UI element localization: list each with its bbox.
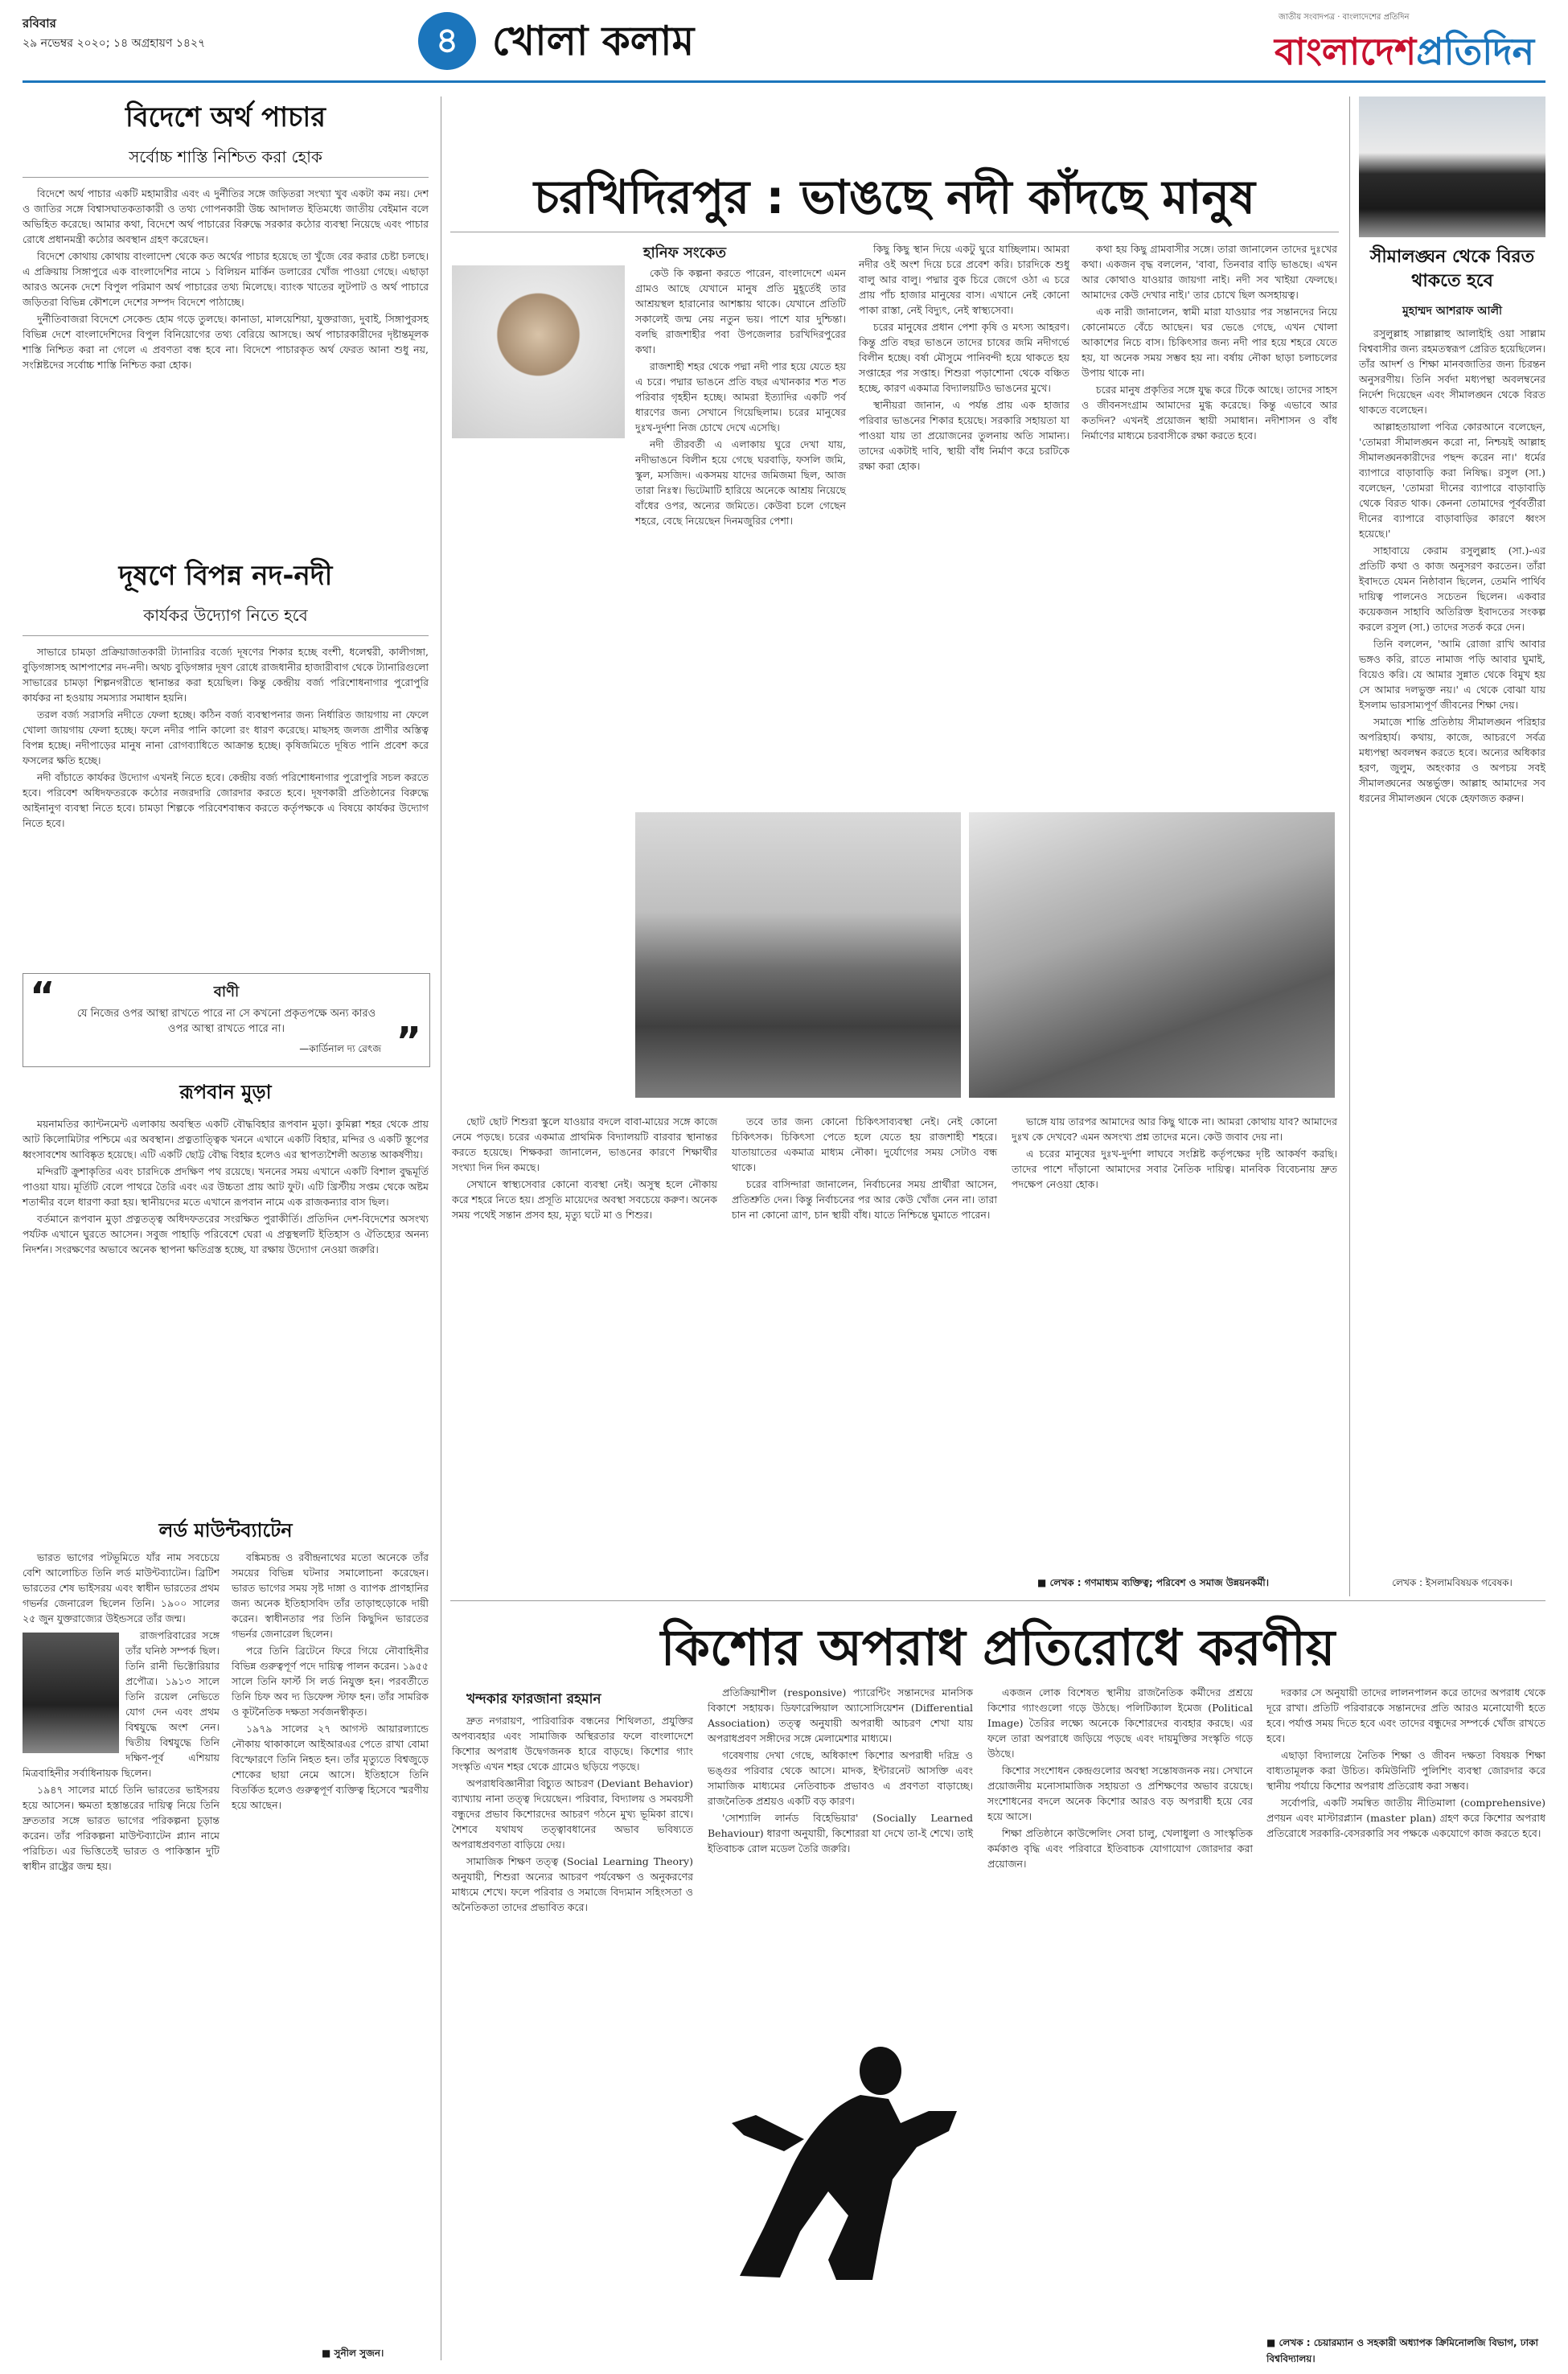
section-title: খোলা কলাম	[492, 18, 695, 64]
islam-paragraph: তিনি বললেন, 'আমি রোজা রাখি আবার ভঙ্গও করি, রাতে নামাজ পড়ি আবার ঘুমাই, বিয়েও করি। যে আমার সুন্নাত থেকে বিমুখ হয় সে আমার দলভুক্ত নয়।' এ থেকে বোঝা যায় ইসলাম ভারসাম্যপূর্ণ জীবনের শিক্ষা দেয়।	[1359, 638, 1545, 711]
main-paragraph: তবে তার জন্য কোনো চিকিৎসাব্যবস্থা নেই। নেই কোনো চিকিৎসক। চিকিৎসা পেতে হলে যেতে হয় রাজশাহী শহরে। যাতায়াতের একমাত্র মাধ্যম নৌকা। দুর্যোগের সময় সেটাও বন্ধ থাকে।	[732, 1115, 997, 1173]
header-rule	[23, 80, 1545, 83]
juvenile-paragraph: প্রতিক্রিয়াশীল (responsive) প্যারেন্টিং সন্তানদের মানসিক বিকাশে সহায়ক। ডিফারেন্সিয়াল অ্যাসোসিয়েশন (Differential Association) তত্ত্ব অনুযায়ী অপরাধী আচরণ শেখা যায় অপরাধপ্রবণ সঙ্গীদের সঙ্গে মেলামেশার মাধ্যমে।	[708, 1686, 973, 1744]
silhouette-graphic	[708, 2019, 973, 2284]
islam-body	[1359, 326, 1545, 807]
rupban-article	[23, 1078, 429, 1259]
editorial-1-paragraph: বিদেশে অর্থ পাচার একটি মহামারীর এবং এ দুর্নীতির সঙ্গে জড়িতরা সংখ্যা খুব একটা কম নয়। দেশ ও জাতির সঙ্গে বিশ্বাসঘাতকতাকারী ও তথ্য গোপনকারী উচ্চ আদালত ইতিমধ্যে জাতীয় বেইমান বলে অভিহিত করেছে। আমার কথা, বিদেশে অর্থ পাচারের বিরুদ্ধে সরকার কঠোর ব্যবস্থা নিয়েছে এবং পাচার রোধে প্রধানমন্ত্রী কঠোর অবস্থান গ্রহণ করেছেন।	[23, 187, 429, 245]
juvenile-paragraph: গবেষণায় দেখা গেছে, অধিকাংশ কিশোর অপরাধী দরিদ্র ও ভঙ্গুর পরিবার থেকে আসে। মাদক, ইন্টারনেট আসক্তি এবং সামাজিক মাধ্যমের নেতিবাচক প্রভাবও এ প্রবণতা বাড়াচ্ছে। রাজনৈতিক প্রশ্রয়ও একটি বড় কারণ।	[708, 1749, 973, 1807]
main-bottom-column-2	[732, 1114, 997, 1224]
header-day: রবিবার	[23, 16, 56, 31]
juvenile-paragraph: কিশোর সংশোধন কেন্দ্রগুলোর অবস্থা সন্তোষজনক নয়। সেখানে প্রয়োজনীয় মনোসামাজিক সহায়তা ও প্রশিক্ষণের অভাব রয়েছে। সংশোধনের বদলে অনেক কিশোর আরও বড় অপরাধী হয়ে বের হয়ে আসে।	[987, 1764, 1253, 1822]
rupban-paragraph: মন্দিরটি ক্রুশাকৃতির এবং চারদিকে প্রদক্ষিণ পথ রয়েছে। খননের সময় এখানে একটি বিশাল বুদ্ধমূর্তি পাওয়া যায়। মূর্তিটি বেলে পাথরে তৈরি এবং এর উচ্চতা প্রায় আট ফুট। এটি খ্রিস্টীয় সপ্তম থেকে অষ্টম শতাব্দীর বলে ধারণা করা হয়। স্থানীয়দের মতে এখানে রূপবান নামে এক রাজকন্যার বাস ছিল।	[23, 1165, 429, 1208]
mountbatten-paragraph: পরে তিনি ব্রিটেনে ফিরে গিয়ে নৌবাহিনীর বিভিন্ন গুরুত্বপূর্ণ পদে দায়িত্ব পালন করেন। ১৯৫৫ সালে তিনি ফার্স্ট সি লর্ড নিযুক্ত হন। পরবর্তীতে তিনি চিফ অব দ্য ডিফেন্স স্টাফ হন। তাঁর সামরিক ও কূটনৈতিক দক্ষতা সর্বজনস্বীকৃত।	[232, 1645, 429, 1718]
juvenile-byline: খন্দকার ফারজানা রহমান	[466, 1691, 601, 1707]
juvenile-column-1	[452, 1713, 693, 1916]
page-number: ৪	[435, 20, 459, 61]
editorial-1-body	[23, 186, 429, 372]
main-paragraph: কিছু কিছু স্থান দিয়ে একটু ঘুরে যাচ্ছিলাম। আমরা নদীর ওই অংশ দিয়ে চরে প্রবেশ করি। চারদিকে শুধু বালু আর বালু। পদ্মার বুক চিরে জেগে ওঠা এ চরে প্রায় পাঁচ হাজার মানুষের বাস। এখানে নেই কোনো পাকা রাস্তা, নেই বিদ্যুৎ, নেই স্বাস্থ্যসেবা।	[859, 243, 1069, 316]
main-column-2	[859, 241, 1069, 475]
editorial-1-subtitle: সর্বোচ্চ শাস্তি নিশ্চিত করা হোক	[23, 146, 429, 178]
islam-title: সীমালঙ্ঘন থেকে বিরত থাকতে হবে	[1369, 247, 1535, 291]
quote-heading: বাণী	[213, 984, 240, 1000]
main-paragraph: চরের বাসিন্দারা জানালেন, নির্বাচনের সময় প্রার্থীরা আসেন, প্রতিশ্রুতি দেন। কিন্তু নির্বাচনের পর আর কেউ খোঁজ নেন না। তারা চান না কোনো ত্রাণ, চান স্থায়ী বাঁধ। যাতে নিশ্চিন্তে ঘুমাতে পারেন।	[732, 1178, 997, 1221]
main-bottom-column-1	[452, 1114, 717, 1224]
main-paragraph: ছোট ছোট শিশুরা স্কুলে যাওয়ার বদলে বাবা-মায়ের সঙ্গে কাজে নেমে পড়ছে। চরের একমাত্র প্রাথমিক বিদ্যালয়টি বারবার স্থানান্তর করতে হয়েছে। শিক্ষকরা জানালেন, ভাঙনের কারণে শিক্ষার্থীর সংখ্যা দিন দিন কমছে।	[452, 1115, 717, 1173]
main-paragraph: ভাঙ্গে যায় তারপর আমাদের আর কিছু থাকে না। আমরা কোথায় যাব? আমাদের দুঃখ কে দেখবে? এমন অসংখ্য প্রশ্ন তাদের মনে। কেউ জবাব দেয় না।	[1012, 1115, 1337, 1143]
quote-open-icon: “	[30, 974, 55, 1019]
main-paragraph: এক নারী জানালেন, স্বামী মারা যাওয়ার পর সন্তানদের নিয়ে কোনোমতে বেঁচে আছেন। ঘর ভেঙে গেছে, এখন খোলা আকাশের নিচে বাস। চিকিৎসার জন্য নদী পার হয়ে শহরে যেতে হয়, যা অনেক সময় সম্ভব হয় না। বর্ষায় নৌকা ছাড়া চলাচলের উপায় থাকে না।	[1082, 306, 1337, 379]
main-column-1	[635, 265, 846, 530]
mountbatten-col-1	[23, 1550, 220, 1875]
header-date: ২৯ নভেম্বর ২০২০; ১৪ অগ্রহায়ণ ১৪২৭	[23, 37, 206, 50]
islam-author: মুহাম্মদ আশরাফ আলী	[1402, 305, 1503, 318]
islam-author-note: লেখক : ইসলামবিষয়ক গবেষক।	[1392, 1577, 1513, 1588]
logo-accent: প্রতিদিন	[1416, 30, 1535, 73]
logo-tagline: জাতীয় সংবাদপত্র · বাংলাদেশের প্রতিদিন	[1279, 13, 1410, 22]
mountbatten-portrait	[23, 1633, 119, 1753]
main-paragraph: চরের মানুষ প্রকৃতির সঙ্গে যুদ্ধ করে টিকে আছে। তাদের সাহস ও জীবনসংগ্রাম আমাদের মুগ্ধ করেছে। কিন্তু এভাবে আর কতদিন? এখনই প্রয়োজন স্থায়ী সমাধান। নদীশাসন ও বাঁধ নির্মাণের মাধ্যমে চরবাসীকে রক্ষা করতে হবে।	[1082, 384, 1337, 442]
editorial-1-title: বিদেশে অর্থ পাচার	[125, 101, 326, 133]
main-byline: হানিফ সংকেত	[643, 244, 726, 261]
logo-main: বাংলাদেশ	[1275, 30, 1417, 73]
editorial-1-paragraph: দুর্নীতিবাজরা বিদেশে সেকেন্ড হোম গড়ে তুলছে। কানাডা, মালয়েশিয়া, যুক্তরাজ্য, দুবাই, সিঙ্গাপুরসহ বিভিন্ন দেশে বাংলাদেশিদের বিপুল বিনিয়োগের তথ্য বেরিয়ে আসছে। অর্থ পাচারকারীদের দৃষ্টান্তমূলক শাস্তি নিশ্চিত করা না গেলে এ প্রবণতা বন্ধ হবে না। বিদেশে পাচারকৃত অর্থ ফেরত আনা শুধু নয়, সংশ্লিষ্টদের সর্বোচ্চ শাস্তি নিশ্চিত করা হোক।	[23, 313, 429, 371]
mountbatten-credit: ■ সুনীল সুজন।	[322, 2347, 384, 2359]
juvenile-column-4	[1266, 1685, 1545, 1842]
bottom-section-divider	[450, 1600, 1545, 1601]
juvenile-paragraph: শিক্ষা প্রতিষ্ঠানে কাউন্সেলিং সেবা চালু, খেলাধুলা ও সাংস্কৃতিক কর্মকাণ্ড বৃদ্ধি এবং পরিবারে ইতিবাচক যোগাযোগ জোরদার করা প্রয়োজন।	[987, 1827, 1253, 1870]
riverbank-erosion-photo	[635, 812, 961, 1098]
rupban-paragraph: বর্তমানে রূপবান মুড়া প্রত্নতত্ত্ব অধিদফতরের সংরক্ষিত পুরাকীর্তি। প্রতিদিন দেশ-বিদেশের অসংখ্য পর্যটক এখানে ঘুরতে আসেন। সবুজ পাহাড়ি পরিবেশে ঘেরা এ প্রত্নস্থলটি ইতিহাস ও ঐতিহ্যের অনন্য নিদর্শন। সংরক্ষণের অভাবে অনেক স্থাপনা ক্ষতিগ্রস্ত হচ্ছে, যা রক্ষায় উদ্যোগ নেওয়া জরুরি।	[23, 1213, 429, 1255]
rupban-paragraph: ময়নামতির ক্যান্টনমেন্ট এলাকায় অবস্থিত একটি বৌদ্ধবিহার রূপবান মুড়া। কুমিল্লা শহর থেকে প্রায় আট কিলোমিটার পশ্চিমে এর অবস্থান। প্রত্নতাত্ত্বিক খননে এখানে একটি বিহার, মন্দির ও একটি স্তূপের ধ্বংসাবশেষ আবিষ্কৃত হয়েছে। এটি একটি ছোট্ট বৌদ্ধ বিহার হলেও এর স্থাপত্যশৈলী অত্যন্ত আকর্ষণীয়।	[23, 1118, 429, 1160]
editorial-2-paragraph: তরল বর্জ্য সরাসরি নদীতে ফেলা হচ্ছে। কঠিন বর্জ্য ব্যবস্থাপনার জন্য নির্ধারিত জায়গায় না ফেলে খোলা জায়গায় ফেলা হচ্ছে। ফলে নদীর পানি কালো রং ধারণ করেছে। মাছসহ জলজ প্রাণীর অস্তিত্ব বিপন্ন হচ্ছে। নদীপাড়ের মানুষ নানা রোগব্যাধিতে আক্রান্ত হচ্ছে। কৃষিজমিতে দূষিত পানি প্রবেশ করে ফসলের ক্ষতি হচ্ছে।	[23, 709, 429, 766]
editorial-2-paragraph: নদী বাঁচাতে কার্যকর উদ্যোগ এখনই নিতে হবে। কেন্দ্রীয় বর্জ্য পরিশোধনাগার পুরোপুরি সচল করতে হবে। পরিবেশ অধিদফতরকে কঠোর নজরদারি জোরদার করতে হবে। দূষণকারী প্রতিষ্ঠানের বিরুদ্ধে আইনানুগ ব্যবস্থা নিতে হবে। চামড়া শিল্পকে পরিবেশবান্ধব করতে কর্তৃপক্ষকে এ বিষয়ে কার্যকর উদ্যোগ নিতে হবে।	[23, 771, 429, 829]
mountbatten-paragraph: বঙ্কিমচন্দ্র ও রবীন্দ্রনাথের মতো অনেকে তাঁর সময়ের বিভিন্ন ঘটনার সমালোচনা করেছেন। ভারত ভাগের সময় সৃষ্ট দাঙ্গা ও ব্যাপক প্রাণহানির জন্য অনেক ইতিহাসবিদ তাঁর তাড়াহুড়োকে দায়ী করেন। স্বাধীনতার পর তিনি কিছুদিন ভারতের গভর্নর জেনারেল ছিলেন।	[232, 1551, 429, 1640]
islam-paragraph: সমাজে শান্তি প্রতিষ্ঠায় সীমালঙ্ঘন পরিহার অপরিহার্য। কথায়, কাজে, আচরণে সর্বত্র মধ্যপন্থা অবলম্বন করতে হবে। অন্যের অধিকার হরণ, জুলুম, অহংকার ও অপচয় সবই সীমালঙ্ঘনের অন্তর্ভুক্ত। আল্লাহ আমাদের সব ধরনের সীমালঙ্ঘন থেকে হেফাজত করুন।	[1359, 716, 1545, 804]
author-portrait	[452, 265, 625, 438]
villagers-photo	[969, 812, 1335, 1098]
main-paragraph: স্থানীয়রা জানান, এ পর্যন্ত প্রায় এক হাজার পরিবার ভাঙনের শিকার হয়েছে। সরকারি সহায়তা যা পাওয়া যায় তা প্রয়োজনের তুলনায় অতি সামান্য। তাদের একটাই দাবি, স্থায়ী বাঁধ নির্মাণ করে চরটিকে রক্ষা করা হোক।	[859, 399, 1069, 472]
juvenile-paragraph: 'সোশ্যালি লার্নড বিহেভিয়ার' (Socially Learned Behaviour) ধারণা অনুযায়ী, কিশোররা যা দেখে তা-ই শেখে। তাই ইতিবাচক রোল মডেল তৈরি জরুরি।	[708, 1812, 973, 1854]
juvenile-column-3	[987, 1685, 1253, 1873]
juvenile-author-note: ■ লেখক : চেয়ারম্যান ও সহকারী অধ্যাপক ক্রিমিনোলজি বিভাগ, ঢাকা বিশ্ববিদ্যালয়।	[1266, 2337, 1538, 2364]
juvenile-paragraph: দরকার সে অনুযায়ী তাদের লালনপালন করে তাদের অপরাধ থেকে দূরে রাখা। প্রতিটি পরিবারকে সন্তানদের প্রতি আরও মনোযোগী হতে হবে। পর্যাপ্ত সময় দিতে হবে এবং তাদের বন্ধুদের সম্পর্কে খোঁজ রাখতে হবে।	[1266, 1686, 1545, 1744]
juvenile-paragraph: একজন লোক বিশেষত স্থানীয় রাজনৈতিক কর্মীদের প্রশ্রয়ে কিশোর গ্যাংগুলো গড়ে উঠছে। পলিটিক্যাল ইমেজ (Political Image) তৈরির লক্ষ্যে অনেকে কিশোরদের ব্যবহার করছে। এর ফলে তারা অপরাধে জড়িয়ে পড়ছে এবং দায়মুক্তির সংস্কৃতি গড়ে উঠছে।	[987, 1686, 1253, 1760]
main-headline: চরখিদিরপুর : ভাঙছে নদী কাঁদছে মানুষ	[450, 169, 1339, 232]
silhouette-illustration	[708, 2019, 973, 2284]
main-paragraph: কেউ কি কল্পনা করতে পারেন, বাংলাদেশে এমন গ্রামও আছে যেখানে মানুষ প্রতি মুহূর্তেই তার আশ্রয়স্থল হারানোর আশঙ্কায় থাকে। যেখানে প্রতিটি সকালেই জন্ম নেয় নতুন ভয়। পাশে যার দুশ্চিন্তা। বলছি রাজশাহীর পবা উপজেলার চরখিদিরপুরের কথা।	[635, 267, 846, 355]
islam-paragraph: রসুলুল্লাহ সাল্লাল্লাহু আলাইহি ওয়া সাল্লাম বিশ্ববাসীর জন্য রহমতস্বরূপ প্রেরিত হয়েছিলেন। তাঁর আদর্শ ও শিক্ষা মানবজাতির জন্য চিরন্তন অনুসরণীয়। তিনি সর্বদা মধ্যপন্থা অবলম্বনের নির্দেশ দিয়েছেন এবং সীমালঙ্ঘন থেকে বিরত থাকতে বলেছেন।	[1359, 327, 1545, 416]
main-bottom-column-3	[1012, 1114, 1337, 1193]
juvenile-paragraph: এছাড়া বিদ্যালয়ে নৈতিক শিক্ষা ও জীবন দক্ষতা বিষয়ক শিক্ষা বাধ্যতামূলক করা উচিত। কমিউনিটি পুলিশিং ব্যবস্থা জোরদার করে স্থানীয় পর্যায়ে কিশোর অপরাধ প্রতিরোধ করা সম্ভব।	[1266, 1749, 1545, 1792]
juvenile-paragraph: সর্বোপরি, একটি সমন্বিত জাতীয় নীতিমালা (comprehensive) প্রণয়ন এবং মাস্টারপ্ল্যান (master plan) গ্রহণ করে কিশোর অপরাধ প্রতিরোধে সরকারি-বেসরকারি সব পক্ষকে একযোগে কাজ করতে হবে।	[1266, 1797, 1545, 1839]
juvenile-headline: কিশোর অপরাধ প্রতিরোধে করণীয়	[660, 1618, 1336, 1677]
juvenile-column-2	[708, 1685, 973, 1858]
editorial-2-body	[23, 644, 429, 831]
quote-box	[23, 973, 430, 1067]
main-paragraph: এ চরের মানুষের দুঃখ-দুর্দশা লাঘবে সংশ্লিষ্ট কর্তৃপক্ষের দৃষ্টি আকর্ষণ করছি। তাদের পাশে দাঁড়ানো আমাদের সবার নৈতিক দায়িত্ব। মানবিক বিবেচনায় দ্রুত পদক্ষেপ নেওয়া হোক।	[1012, 1148, 1337, 1190]
main-paragraph: নদী তীরবর্তী এ এলাকায় ঘুরে দেখা যায়, নদীভাঙনে বিলীন হয়ে গেছে ঘরবাড়ি, ফসলি জমি, স্কুল, মসজিদ। একসময় যাদের জমিজমা ছিল, আজ তারা নিঃস্ব। ভিটেমাটি হারিয়ে অনেকে আশ্রয় নিয়েছে বাঁধের ওপর, অন্যের জমিতে। কেউবা চলে গেছেন শহরে, বেছে নিয়েছেন দিনমজুরির পেশা।	[635, 438, 846, 527]
rupban-body	[23, 1116, 429, 1257]
main-column-3	[1082, 241, 1337, 445]
islam-paragraph: আল্লাহতায়ালা পবিত্র কোরআনে বলেছেন, 'তোমরা সীমালঙ্ঘন করো না, নিশ্চয়ই আল্লাহ সীমালঙ্ঘনকারীদের পছন্দ করেন না।' ধর্মের ব্যাপারে বাড়াবাড়ি করা নিষিদ্ধ। রসুল (সা.) বলেছেন, 'তোমরা দীনের ব্যাপারে বাড়াবাড়ি থেকে বিরত থাক। কেননা তোমাদের পূর্ববর্তীরা দীনের ব্যাপারে বাড়াবাড়ির কারণে ধ্বংস হয়েছে।'	[1359, 421, 1545, 540]
editorial-2	[23, 555, 429, 832]
editorial-1-paragraph: বিদেশে কোথায় কোথায় বাংলাদেশ থেকে কত অর্থের পাচার হয়েছে তা খুঁজে বের করার চেষ্টা চলছে। এ প্রক্রিয়ায় সিঙ্গাপুরে এক বাংলাদেশির নামে ১ বিলিয়ন মার্কিন ডলারের খোঁজ পাওয়া গেছে। এছাড়া আরও অনেক দেশে বিপুল পরিমাণ অর্থ পাচারের তথ্য মিলেছে। ব্যাংক খাতের লুটপাট ও অর্থ পাচারে জড়িতরা বিভিন্ন কৌশলে দেশের সম্পদ বিদেশে পাঠাচ্ছে।	[23, 250, 429, 308]
kaaba-photo	[1359, 97, 1545, 237]
mountbatten-paragraph: রাজপরিবারের সঙ্গে তাঁর ঘনিষ্ঠ সম্পর্ক ছিল। তিনি রানী ভিক্টোরিয়ার প্রপৌত্র। ১৯১৩ সালে তিনি রয়েল নেভিতে যোগ দেন এবং প্রথম বিশ্বযুদ্ধে অংশ নেন। দ্বিতীয় বিশ্বযুদ্ধে তিনি দক্ষিণ-পূর্ব এশিয়ায় মিত্রবাহিনীর সর্বাধিনায়ক ছিলেন।	[23, 1629, 220, 1779]
main-paragraph: চরের মানুষের প্রধান পেশা কৃষি ও মৎস্য আহরণ। কিন্তু প্রতি বছর ভাঙনে তাদের চাষের জমি নদীগর্ভে বিলীন হচ্ছে। বর্ষা মৌসুমে পানিবন্দী হয়ে থাকতে হয় সপ্তাহের পর সপ্তাহ। শিশুরা পড়াশোনা থেকে বঞ্চিত হচ্ছে, কারণ একমাত্র বিদ্যালয়টিও ভাঙনের মুখে।	[859, 321, 1069, 394]
main-paragraph: কথা হয় কিছু গ্রামবাসীর সঙ্গে। তারা জানালেন তাদের দুঃখের কথা। একজন বৃদ্ধ বললেন, 'বাবা, তিনবার বাড়ি ভাঙছে। এখন আর কোথাও যাওয়ার জায়গা নাই। নদী সব খাইয়া ফেলছে। আমাদের কেউ দেখার নাই।' তার চোখে ছিল অসহায়ত্ব।	[1082, 243, 1337, 301]
quote-text: যে নিজের ওপর আস্থা রাখতে পারে না সে কখনো প্রকৃতপক্ষে অন্য কারও ওপর আস্থা রাখতে পারে না।	[76, 1008, 376, 1035]
islam-paragraph: সাহাবায়ে কেরাম রসুলুল্লাহ (সা.)-এর প্রতিটি কথা ও কাজ অনুসরণ করতেন। তাঁরা ইবাদতে যেমন নিষ্ঠাবান ছিলেন, তেমনি পার্থিব দায়িত্ব পালনেও সচেতন ছিলেন। একবার কয়েকজন সাহাবি অতিরিক্ত ইবাদতের সংকল্প করলে রসুল (সা.) তাদের সতর্ক করে দেন।	[1359, 544, 1545, 633]
main-paragraph: সেখানে স্বাস্থ্যসেবার কোনো ব্যবস্থা নেই। অসুস্থ হলে নৌকায় করে শহরে নিতে হয়। প্রসূতি মায়েদের অবস্থা সবচেয়ে করুণ। অনেক সময় পথেই সন্তান প্রসব হয়, মৃত্যু ঘটে মা ও শিশুর।	[452, 1178, 717, 1221]
rupban-title: রূপবান মুড়া	[179, 1081, 272, 1103]
editorial-2-title: দূষণে বিপন্ন নদ-নদী	[118, 560, 333, 592]
mountbatten-paragraph: ১৯৭৯ সালের ২৭ আগস্ট আয়ারল্যান্ডে নৌকায় থাকাকালে আইআরএর পেতে রাখা বোমা বিস্ফোরণে তিনি নিহত হন। তাঁর মৃত্যুতে বিশ্বজুড়ে শোকের ছায়া নেমে আসে। ইতিহাসে তিনি বিতর্কিত হলেও গুরুত্বপূর্ণ ব্যক্তিত্ব হিসেবে স্মরণীয় হয়ে আছেন।	[232, 1723, 429, 1811]
mountbatten-title: লর্ড মাউন্টব্যাটেন	[158, 1519, 293, 1542]
quote-author: —কার্ডিনাল দ্য রেৎজ	[299, 1043, 381, 1054]
right-column-divider	[1349, 97, 1350, 1596]
mountbatten-article	[23, 1516, 429, 1872]
mountbatten-paragraph: ১৯৪৭ সালের মার্চে তিনি ভারতের ভাইসরয় হয়ে আসেন। ক্ষমতা হস্তান্তরের দায়িত্ব নিয়ে তিনি দ্রুততার সঙ্গে ভারত ভাগের পরিকল্পনা চূড়ান্ত করেন। তাঁর পরিকল্পনা মাউন্টব্যাটেন প্ল্যান নামে পরিচিত। এর ভিত্তিতেই ভারত ও পাকিস্তান দুটি স্বাধীন রাষ্ট্রের জন্ম হয়।	[23, 1784, 220, 1872]
quote-close-icon: ”	[396, 1019, 421, 1064]
juvenile-paragraph: অপরাধবিজ্ঞানীরা বিচ্যুত আচরণ (Deviant Behavior) ব্যাখ্যায় নানা তত্ত্ব দিয়েছেন। পরিবার, বিদ্যালয় ও সমবয়সী বন্ধুদের প্রভাব কিশোরদের আচরণ গঠনে মুখ্য ভূমিকা রাখে। শৈশবে যথাযথ তত্ত্বাবধানের অভাব ভবিষ্যতে অপরাধপ্রবণতা বাড়িয়ে দেয়।	[452, 1777, 693, 1850]
main-paragraph: রাজশাহী শহর থেকে পদ্মা নদী পার হয়ে যেতে হয় এ চরে। পদ্মার ভাঙনে প্রতি বছর এখানকার শত শত পরিবার গৃহহীন হচ্ছে। আমরা ইত্যাদির একটি পর্ব ধারণের জন্য সেখানে গিয়েছিলাম। চরের মানুষের দুঃখ-দুর্দশা নিজ চোখে দেখে এসেছি।	[635, 360, 846, 433]
editorial-2-paragraph: সাভারে চামড়া প্রক্রিয়াজাতকারী ট্যানারির বর্জ্যে দূষণের শিকার হচ্ছে বংশী, ধলেশ্বরী, কালীগঙ্গা, বুড়িগঙ্গাসহ আশপাশের নদ-নদী। অথচ বুড়িগঙ্গার দূষণ রোধে রাজধানীর হাজারীবাগ থেকে ট্যানারিগুলো সাভারের চামড়া শিল্পনগরীতে স্থানান্তর করা হয়েছিল। কিন্তু কেন্দ্রীয় বর্জ্য পরিশোধনাগার পুরোপুরি কার্যকর না হওয়ায় সমস্যার সমাধান হয়নি।	[23, 646, 429, 704]
juvenile-paragraph: দ্রুত নগরায়ণ, পারিবারিক বন্ধনের শিথিলতা, প্রযুক্তির অপব্যবহার এবং সামাজিক অস্থিরতার ফলে বাংলাদেশে কিশোর অপরাধ উদ্বেগজনক হারে বাড়ছে। কিশোর গ্যাং সংস্কৃতি এখন শহর থেকে গ্রামেও ছড়িয়ে পড়ছে।	[452, 1715, 693, 1772]
mountbatten-col-2	[232, 1550, 429, 1814]
page-number-badge	[418, 12, 476, 70]
main-author-note: ■ লেখক : গণমাধ্যম ব্যক্তিত্ব; পরিবেশ ও সমাজ উন্নয়নকর্মী।	[1037, 1577, 1269, 1588]
juvenile-paragraph: সামাজিক শিক্ষণ তত্ত্ব (Social Learning Theory) অনুযায়ী, শিশুরা অন্যের আচরণ পর্যবেক্ষণ ও অনুকরণের মাধ্যমে শেখে। ফলে পরিবার ও সমাজে বিদ্যমান সহিংসতা ও অনৈতিকতা তাদের প্রভাবিত করে।	[452, 1855, 693, 1913]
newspaper-logo	[1275, 24, 1534, 85]
editorial-2-subtitle: কার্যকর উদ্যোগ নিতে হবে	[23, 604, 429, 636]
mountbatten-paragraph: ভারত ভাগের পটভূমিতে যাঁর নাম সবচেয়ে বেশি আলোচিত তিনি লর্ড মাউন্টব্যাটেন। ব্রিটিশ ভারতের শেষ ভাইসরয় এবং স্বাধীন ভারতের প্রথম গভর্নর জেনারেল ছিলেন তিনি। ১৯০০ সালের ২৫ জুন যুক্তরাজ্যের উইন্ডসরে তাঁর জন্ম।	[23, 1551, 220, 1624]
editorial-1	[23, 97, 429, 374]
